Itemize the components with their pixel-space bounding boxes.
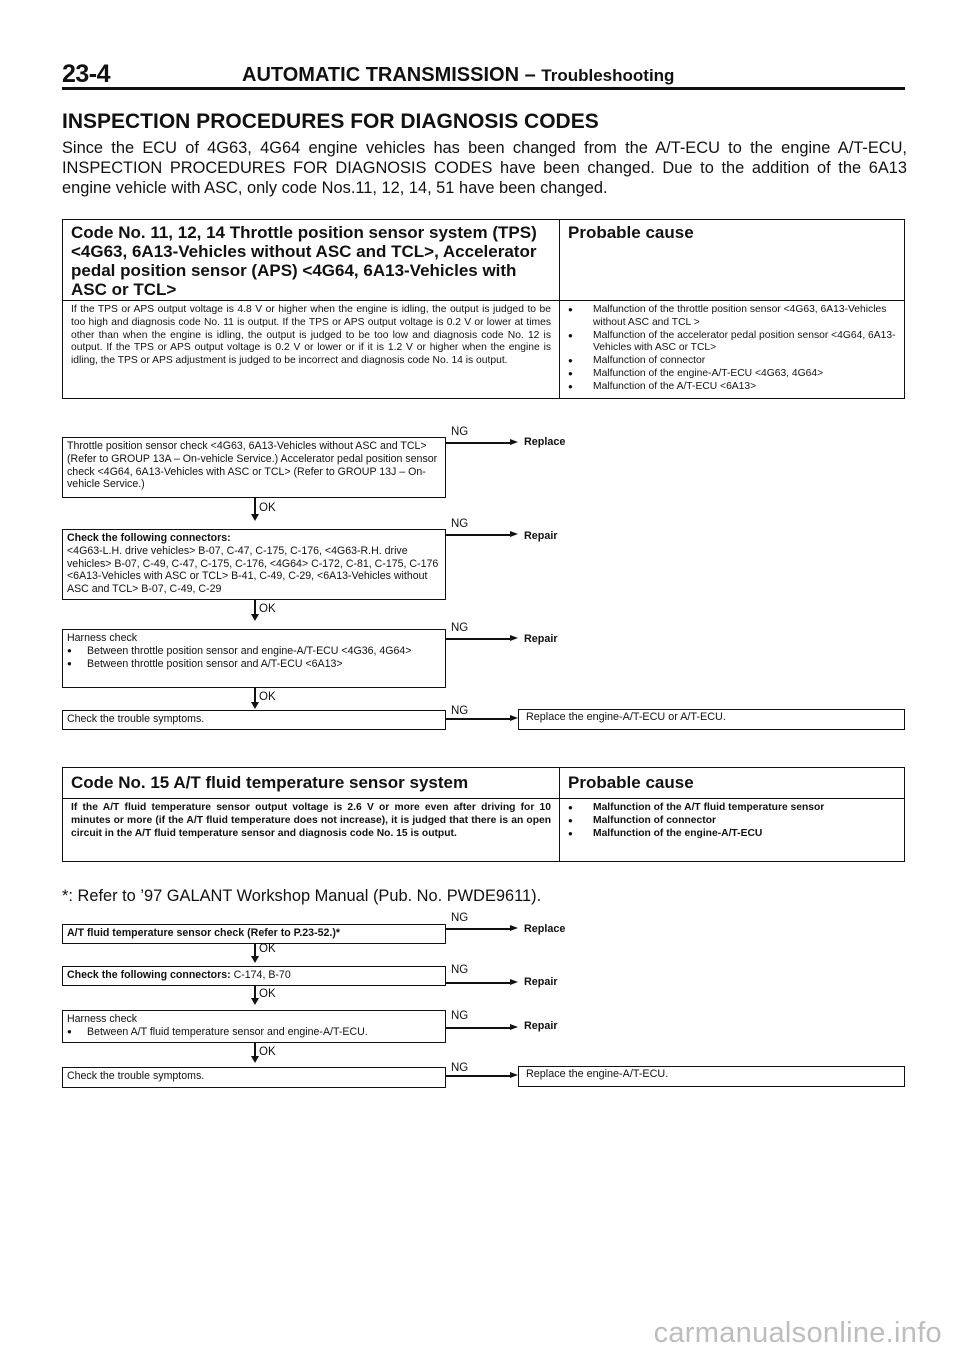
table-header-row <box>63 768 904 799</box>
connector-check-body: <4G63-L.H. drive vehicles> B-07, C-47, C-175, C-176, <4G63-R.H. drive vehicles> B-07, C-49, C-47, C-175, C-176, <4G64> C-172, C-81, C-175, C-176 <6A13-Vehicles with ASC or TCL> B-41, C-49, C-29, <6A13-Vehicles without ASC and TCL> B-07, C-49, C-29 <box>67 544 439 596</box>
code-description: If the A/T fluid temperature sensor output voltage is 2.6 V or more even after driving for 10 minutes or more (if the A/T fluid temperature does not increase), it is judged that there is an open circuit in the A/T fluid temperature sensor and diagnosis code No. 15 is output. <box>63 799 560 861</box>
ng-arrow-line <box>446 982 512 984</box>
list-item: ● Between A/T fluid temperature sensor and engine-A/T-ECU. <box>67 1026 441 1039</box>
connector-check-body: C-174, B-70 <box>233 969 291 981</box>
ng-arrow-line <box>446 718 512 720</box>
code-15-table <box>62 767 905 862</box>
probable-cause-list <box>568 802 896 840</box>
list-item: ● Between throttle position sensor and engine-A/T-ECU <4G36, 4G64> <box>67 645 441 658</box>
ng-label: NG <box>451 622 469 634</box>
ng-arrow-line <box>446 1027 512 1029</box>
probable-cause-heading: Probable cause <box>568 223 694 242</box>
flow-step-connector-check <box>62 529 446 600</box>
arrow-right-icon <box>510 925 518 931</box>
flow-step-harness-check <box>62 1010 446 1043</box>
ok-arrow-line <box>254 986 256 998</box>
ok-arrow-line <box>254 600 256 614</box>
ng-label: NG <box>451 705 469 717</box>
result-repair: Repair <box>524 633 558 645</box>
list-item: ● Malfunction of the engine-A/T-ECU <4G63, 4G64> <box>568 368 896 381</box>
arrow-down-icon <box>251 514 259 521</box>
result-replace-ecu: Replace the engine-A/T-ECU. <box>518 1066 905 1087</box>
list-item: ● Malfunction of connector <box>568 815 896 828</box>
code-title: Code No. 15 A/T fluid temperature sensor system <box>63 768 560 798</box>
header-title: AUTOMATIC TRANSMISSION – Troubleshooting <box>242 64 675 86</box>
result-repair: Repair <box>524 976 558 988</box>
flow-step-harness-check <box>62 629 446 688</box>
harness-check-title: Harness check <box>67 1013 138 1025</box>
header-subtitle: Troubleshooting <box>541 66 675 85</box>
result-repair: Repair <box>524 1020 558 1032</box>
ng-arrow-line <box>446 638 512 640</box>
page-number: 23-4 <box>62 60 111 88</box>
ng-label: NG <box>451 1010 469 1022</box>
ok-label: OK <box>259 1046 276 1058</box>
arrow-right-icon <box>510 1072 518 1078</box>
table-header-row <box>63 220 904 301</box>
list-item: ● Malfunction of the engine-A/T-ECU <box>568 828 896 841</box>
ok-label: OK <box>259 603 276 615</box>
arrow-right-icon <box>510 531 518 537</box>
flow-step-connector-check <box>62 966 446 986</box>
result-replace: Replace <box>524 923 566 935</box>
ok-label: OK <box>259 988 276 1000</box>
ng-label: NG <box>451 912 469 924</box>
arrow-right-icon <box>510 635 518 641</box>
ok-arrow-line <box>254 1043 256 1056</box>
table-body-row <box>63 301 904 398</box>
ng-label: NG <box>451 1062 469 1074</box>
list-item: ● Malfunction of the throttle position sensor <4G63, 6A13-Vehicles without ASC and TCL > <box>568 304 896 330</box>
ok-arrow-line <box>254 498 256 514</box>
ok-arrow-line <box>254 688 256 702</box>
probable-cause-list <box>568 304 896 394</box>
arrow-down-icon <box>251 998 259 1005</box>
result-replace: Replace <box>524 436 566 448</box>
arrow-down-icon <box>251 702 259 709</box>
arrow-right-icon <box>510 715 518 721</box>
probable-cause-cell <box>560 301 904 398</box>
arrow-right-icon <box>510 439 518 445</box>
ng-arrow-line <box>446 1075 512 1077</box>
list-item: ● Malfunction of the A/T fluid temperature sensor <box>568 802 896 815</box>
arrow-down-icon <box>251 956 259 963</box>
list-item: ● Malfunction of the accelerator pedal position sensor <4G64, 6A13-Vehicles with ASC or TCL> <box>568 330 896 356</box>
intro-paragraph: Since the ECU of 4G63, 4G64 engine vehicles has been changed from the A/T-ECU to the engine A/T-ECU, INSPECTION PROCEDURES FOR DIAGNOSIS CODES have been changed. Due to the addition of the 6A13 engine vehicle with ASC, only code Nos.11, 12, 14, 51 have been changed. <box>62 139 907 197</box>
arrow-down-icon <box>251 614 259 621</box>
arrow-down-icon <box>251 1056 259 1063</box>
flow-step-sensor-check: Throttle position sensor check <4G63, 6A13-Vehicles without ASC and TCL> (Refer to GROUP 13A – On-vehicle Service.) Accelerator pedal position sensor check <4G64, 6A13-Vehicles with ASC or TCL> (Refer to GROUP 13J – On-vehicle Service.) <box>62 437 446 498</box>
list-item: ● Between throttle position sensor and A/T-ECU <6A13> <box>67 658 441 671</box>
list-item: ● Malfunction of connector <box>568 355 896 368</box>
ng-label: NG <box>451 426 469 438</box>
result-repair: Repair <box>524 530 558 542</box>
flow-step-fluid-sensor-check: A/T fluid temperature sensor check (Refer to P.23-52.)* <box>62 924 446 944</box>
flow-step-trouble-symptoms: Check the trouble symptoms. <box>62 1067 446 1088</box>
ok-arrow-line <box>254 944 256 956</box>
ng-arrow-line <box>446 928 512 930</box>
code-11-12-14-table <box>62 219 905 399</box>
probable-cause-cell <box>560 799 904 861</box>
ng-label: NG <box>451 518 469 530</box>
watermark: carmanualsonline.info <box>653 1317 942 1349</box>
ok-label: OK <box>259 943 276 955</box>
code-title: Code No. 11, 12, 14 Throttle position sensor system (TPS) <4G63, 6A13-Vehicles without ASC and TCL>, Accelerator pedal position sensor (APS) <4G64, 6A13-Vehicles with ASC or TCL> <box>63 220 560 300</box>
footnote: *: Refer to ’97 GALANT Workshop Manual (Pub. No. PWDE9611). <box>62 887 542 905</box>
connector-check-title: Check the following connectors: <box>67 532 231 544</box>
flow-step-trouble-symptoms: Check the trouble symptoms. <box>62 710 446 730</box>
list-item: ● Malfunction of the A/T-ECU <6A13> <box>568 381 896 394</box>
result-replace-ecu: Replace the engine-A/T-ECU or A/T-ECU. <box>518 709 905 730</box>
ng-label: NG <box>451 964 469 976</box>
harness-check-title: Harness check <box>67 632 138 644</box>
ng-arrow-line <box>446 534 512 536</box>
ok-label: OK <box>259 502 276 514</box>
code-description: If the TPS or APS output voltage is 4.8 V or higher when the engine is idling, the output is judged to be too high and diagnosis code No. 11 is output. If the TPS or APS output voltage is 0.2 V or lower at times other than when the engine is idling, the output is judged to be too low and diagnosis code No. 12 is output. If the TPS or APS output voltage is 0.2 V or lower or if it is 1.2 V or higher when the engine is idling, the TPS or APS adjustment is judged to be incorrect and diagnosis code No. 14 is output. <box>63 301 560 398</box>
ng-arrow-line <box>446 442 512 444</box>
connector-check-title: Check the following connectors: <box>67 969 231 981</box>
section-title: INSPECTION PROCEDURES FOR DIAGNOSIS CODES <box>62 110 599 133</box>
ok-label: OK <box>259 691 276 703</box>
arrow-right-icon <box>510 1024 518 1030</box>
arrow-right-icon <box>510 979 518 985</box>
table-body-row <box>63 799 904 861</box>
page-header <box>62 60 905 90</box>
probable-cause-heading: Probable cause <box>568 773 694 792</box>
